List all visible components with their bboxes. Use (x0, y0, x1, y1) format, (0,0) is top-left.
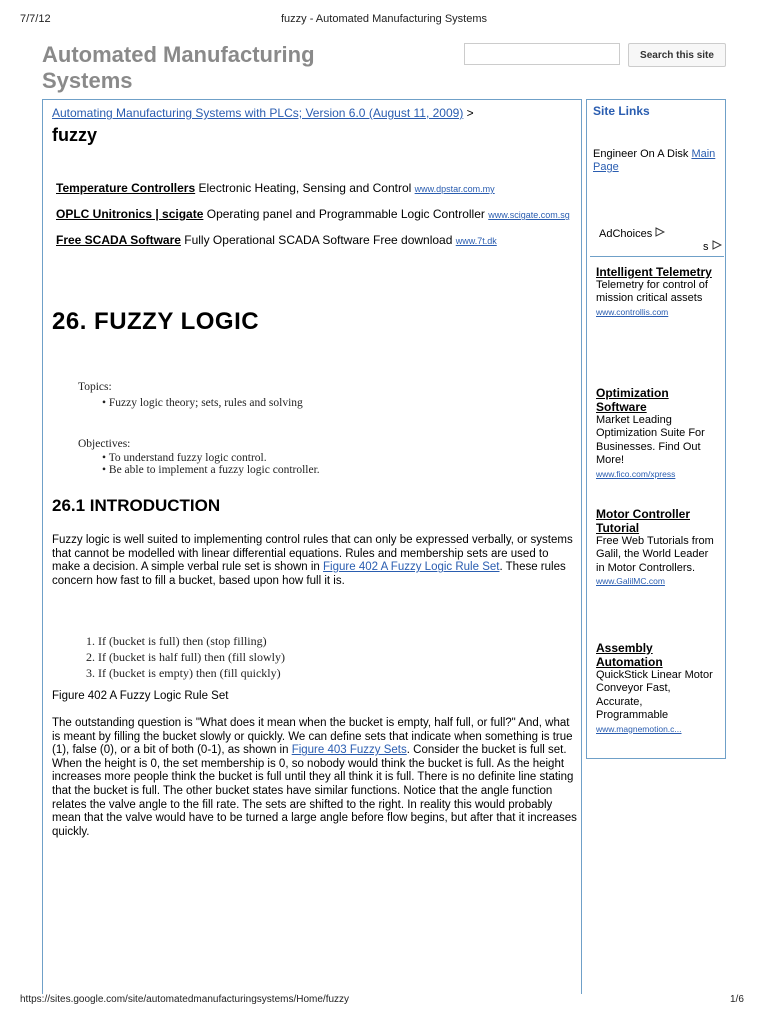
rule-list (86, 633, 285, 681)
sidebar-ad-text: QuickStick Linear Motor Conveyor Fast, Accurate, Programmable (596, 669, 713, 722)
sidebar-link-item (593, 148, 723, 174)
sidebar-ad[interactable] (596, 265, 716, 319)
sidebar-ad[interactable] (596, 386, 716, 481)
sidebar-heading: Site Links (593, 104, 650, 118)
topics-label: Topics: (78, 381, 112, 393)
breadcrumb-separator: > (466, 106, 474, 120)
sidebar-ad-url[interactable]: www.magnemotion.c... (596, 723, 682, 734)
sidebar-link-label: Engineer On A Disk (593, 148, 689, 160)
topics-item: • Fuzzy logic theory; sets, rules and solving (102, 397, 303, 409)
sidebar-ad-text: Free Web Tutorials from Galil, the World Leader in Motor Controllers. (596, 535, 714, 574)
rule-item: 2. If (bucket is half full) then (fill slowly) (86, 650, 285, 664)
objectives-item: • Be able to implement a fuzzy logic controller. (102, 464, 320, 476)
top-ad-text: Operating panel and Programmable Logic Controller (206, 207, 485, 221)
top-ad-url[interactable]: www.dpstar.com.my (414, 184, 495, 194)
body-paragraph (52, 717, 577, 839)
breadcrumb (52, 106, 474, 120)
adchoices-label[interactable]: AdChoices (599, 228, 653, 240)
sidebar-ad-url[interactable]: www.fico.com/xpress (596, 468, 676, 479)
top-ad[interactable] (56, 207, 570, 221)
top-ad-title[interactable]: Free SCADA Software (56, 233, 181, 247)
sidebar-ad-text: Market Leading Optimization Suite For Businesses. Find Out More! (596, 414, 705, 467)
top-ad-title[interactable]: Temperature Controllers (56, 181, 196, 195)
paragraph-text: . These rules concern how fast to fill a bucket, based upon how full it is. (52, 561, 566, 587)
sidebar-ad[interactable] (596, 641, 716, 736)
sidebar-ad-title[interactable]: Assembly Automation (596, 641, 663, 669)
top-ad-text: Fully Operational SCADA Software Free download (184, 233, 453, 247)
figure-caption: Figure 402 A Fuzzy Logic Rule Set (52, 690, 229, 702)
print-title: fuzzy - Automated Manufacturing Systems (280, 13, 488, 25)
paragraph-text: The outstanding question is "What does it mean when the bucket is empty, half full, or full?" And, what is meant by filling the bucket slowly or quickly. We can define sets that indicate when something is true (1), false (0), or a bit of both (0-1), as shown in (52, 717, 573, 757)
search-button[interactable]: Search this site (628, 43, 726, 67)
sidebar-ad-text: Telemetry for control of mission critical assets (596, 279, 708, 305)
top-ad-url[interactable]: www.scigate.com.sg (488, 210, 570, 220)
sidebar-ad-title[interactable]: Optimization Software (596, 386, 669, 414)
adchoices-collapsed[interactable] (703, 240, 722, 253)
figure-402-link[interactable]: Figure 402 A Fuzzy Logic Rule Set (323, 561, 500, 574)
top-ad-url[interactable]: www.7t.dk (455, 236, 497, 246)
page-title: fuzzy (52, 125, 97, 145)
sidebar-ad-title[interactable]: Intelligent Telemetry (596, 265, 712, 279)
print-footer-url: https://sites.google.com/site/automatedmanufacturingsystems/Home/fuzzy (20, 994, 350, 1005)
figure-403-link[interactable]: Figure 403 Fuzzy Sets (291, 744, 407, 757)
sidebar-ad[interactable] (596, 507, 716, 589)
adchoices-icon[interactable] (712, 240, 722, 250)
search-input[interactable] (464, 43, 620, 65)
rule-item: 3. If (bucket is empty) then (fill quickly) (86, 666, 281, 680)
intro-paragraph (52, 534, 577, 588)
top-ad-title[interactable]: OPLC Unitronics | scigate (56, 207, 204, 221)
section-title: 26.1 INTRODUCTION (52, 496, 221, 515)
objectives-label: Objectives: (78, 438, 131, 450)
breadcrumb-link[interactable]: Automating Manufacturing Systems with PLCs; Version 6.0 (August 11, 2009) (52, 106, 464, 120)
top-ad-text: Electronic Heating, Sensing and Control (198, 181, 412, 195)
main-page-link[interactable]: Main Page (593, 148, 716, 173)
adchoices[interactable] (599, 227, 665, 240)
chapter-title: 26. FUZZY LOGIC (52, 308, 260, 335)
top-ad[interactable] (56, 181, 495, 195)
print-date: 7/7/12 (20, 13, 51, 25)
sidebar-ad-url[interactable]: www.controllis.com (596, 306, 669, 317)
print-page-number: 1/6 (730, 994, 744, 1005)
paragraph-text: . Consider the bucket is full set. When the height is 0, the set membership is 0, so nobody would think the bucket is full. As the height increases more people think the bucket is full until they all think it is full. There is no definite line stating that the bucket is full. The other bucket states have similar functions. Notice that the angle function relates the valve angle to the fill rate. The sets are shifted to the right. In reality this would probably mean that the valve would have to be turned a large angle before flow begins, but after that it increases quickly. (52, 744, 577, 838)
paragraph-text: Fuzzy logic is well suited to implementing control rules that can only be expressed verbally, or systems that cannot be modelled with linear differential equations. Rules and membership sets are used to make a decision. A simple verbal rule set is shown in (52, 534, 573, 574)
adchoices-icon[interactable] (655, 227, 665, 237)
sidebar-ad-url[interactable]: www.GalilMC.com (596, 576, 665, 587)
site-title[interactable]: Automated Manufacturing Systems (42, 42, 315, 93)
sidebar-ad-title[interactable]: Motor Controller Tutorial (596, 507, 690, 535)
top-ad[interactable] (56, 233, 497, 247)
rule-item: 1. If (bucket is full) then (stop filling) (86, 634, 267, 648)
adchoices-label-collapsed[interactable]: s (703, 241, 709, 253)
objectives-item: • To understand fuzzy logic control. (102, 452, 267, 464)
